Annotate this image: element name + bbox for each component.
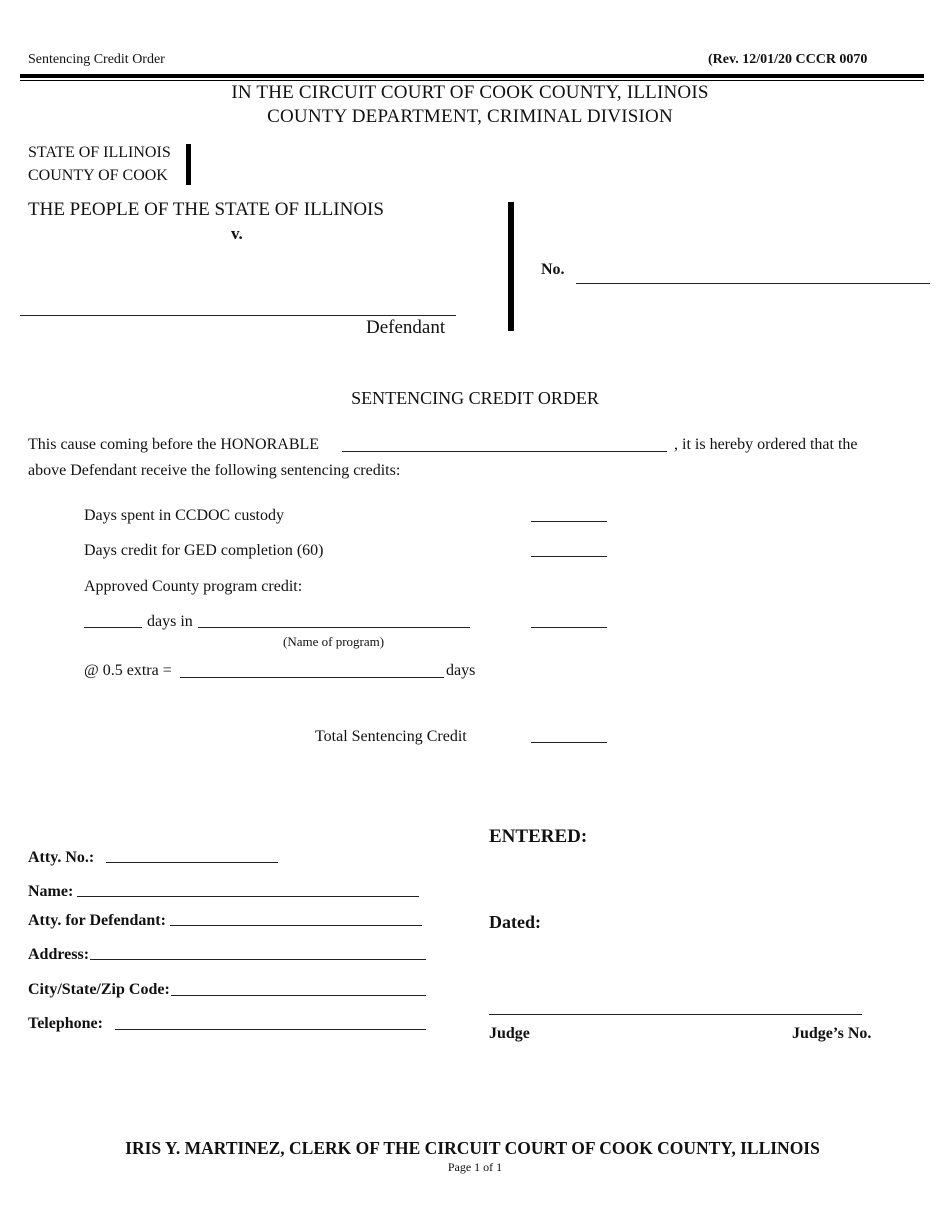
versus: v. xyxy=(231,224,243,243)
venue-county: COUNTY OF COOK xyxy=(28,167,168,184)
atty-no-label: Atty. No.: xyxy=(28,849,95,866)
header-rule-thin xyxy=(20,80,924,81)
court-name: IN THE CIRCUIT COURT OF COOK COUNTY, ILLINOIS xyxy=(231,82,709,103)
page-number: Page 1 of 1 xyxy=(447,1160,503,1174)
city-state-zip-line[interactable] xyxy=(171,995,426,996)
atty-for-line[interactable] xyxy=(170,925,422,926)
clerk-footer: IRIS Y. MARTINEZ, CLERK OF THE CIRCUIT COURT OF COOK COUNTY, ILLINOIS xyxy=(125,1138,820,1158)
extra-days-line[interactable] xyxy=(180,677,444,678)
ged-credit-line[interactable] xyxy=(531,556,607,557)
program-credit-label: Approved County program credit: xyxy=(84,578,303,595)
case-no-label: No. xyxy=(541,261,565,278)
days-in-label: days in xyxy=(147,613,193,630)
caption-divider xyxy=(508,202,514,331)
plaintiff-name: THE PEOPLE OF THE STATE OF ILLINOIS xyxy=(28,199,384,220)
venue-state: STATE OF ILLINOIS xyxy=(28,144,171,161)
total-credit-label: Total Sentencing Credit xyxy=(315,728,467,745)
judge-signature-line[interactable] xyxy=(489,1014,862,1015)
revision-code: (Rev. 12/01/20 CCCR 0070 xyxy=(708,52,868,67)
program-name-line[interactable] xyxy=(198,627,470,628)
extra-label: @ 0.5 extra = xyxy=(84,662,172,679)
atty-no-line[interactable] xyxy=(106,862,278,863)
city-state-zip-label: City/State/Zip Code: xyxy=(28,981,170,998)
ged-credit-label: Days credit for GED completion (60) xyxy=(84,542,324,559)
intro-text-start: This cause coming before the HONORABLE xyxy=(28,436,320,453)
program-name-caption: (Name of program) xyxy=(283,634,385,649)
judge-no-label: Judge’s No. xyxy=(792,1025,872,1042)
address-label: Address: xyxy=(28,946,90,963)
atty-name-line[interactable] xyxy=(77,896,419,897)
intro-text-end: , it is hereby ordered that the xyxy=(674,436,858,453)
form-title: Sentencing Credit Order xyxy=(28,52,165,67)
case-no-line[interactable] xyxy=(576,283,930,284)
venue-bracket xyxy=(186,144,191,185)
intro-text-line2: above Defendant receive the following sentencing credits: xyxy=(28,462,401,479)
extra-days-unit: days xyxy=(446,662,476,679)
address-line[interactable] xyxy=(90,959,426,960)
days-custody-label: Days spent in CCDOC custody xyxy=(84,507,284,524)
program-credit-line[interactable] xyxy=(531,627,607,628)
telephone-label: Telephone: xyxy=(28,1015,103,1032)
order-title: SENTENCING CREDIT ORDER xyxy=(351,388,599,408)
defendant-label: Defendant xyxy=(366,317,446,338)
atty-name-label: Name: xyxy=(28,883,74,900)
total-credit-line[interactable] xyxy=(531,742,607,743)
judge-label: Judge xyxy=(489,1025,530,1042)
telephone-line[interactable] xyxy=(115,1029,426,1030)
honorable-judge-line[interactable] xyxy=(342,451,667,452)
dated-label: Dated: xyxy=(489,912,541,932)
court-division: COUNTY DEPARTMENT, CRIMINAL DIVISION xyxy=(267,106,673,127)
entered-label: ENTERED: xyxy=(489,826,588,847)
program-days-line[interactable] xyxy=(84,627,142,628)
header-rule-thick xyxy=(20,74,924,78)
atty-for-label: Atty. for Defendant: xyxy=(28,912,166,929)
days-custody-line[interactable] xyxy=(531,521,607,522)
defendant-name-line[interactable] xyxy=(20,315,456,316)
